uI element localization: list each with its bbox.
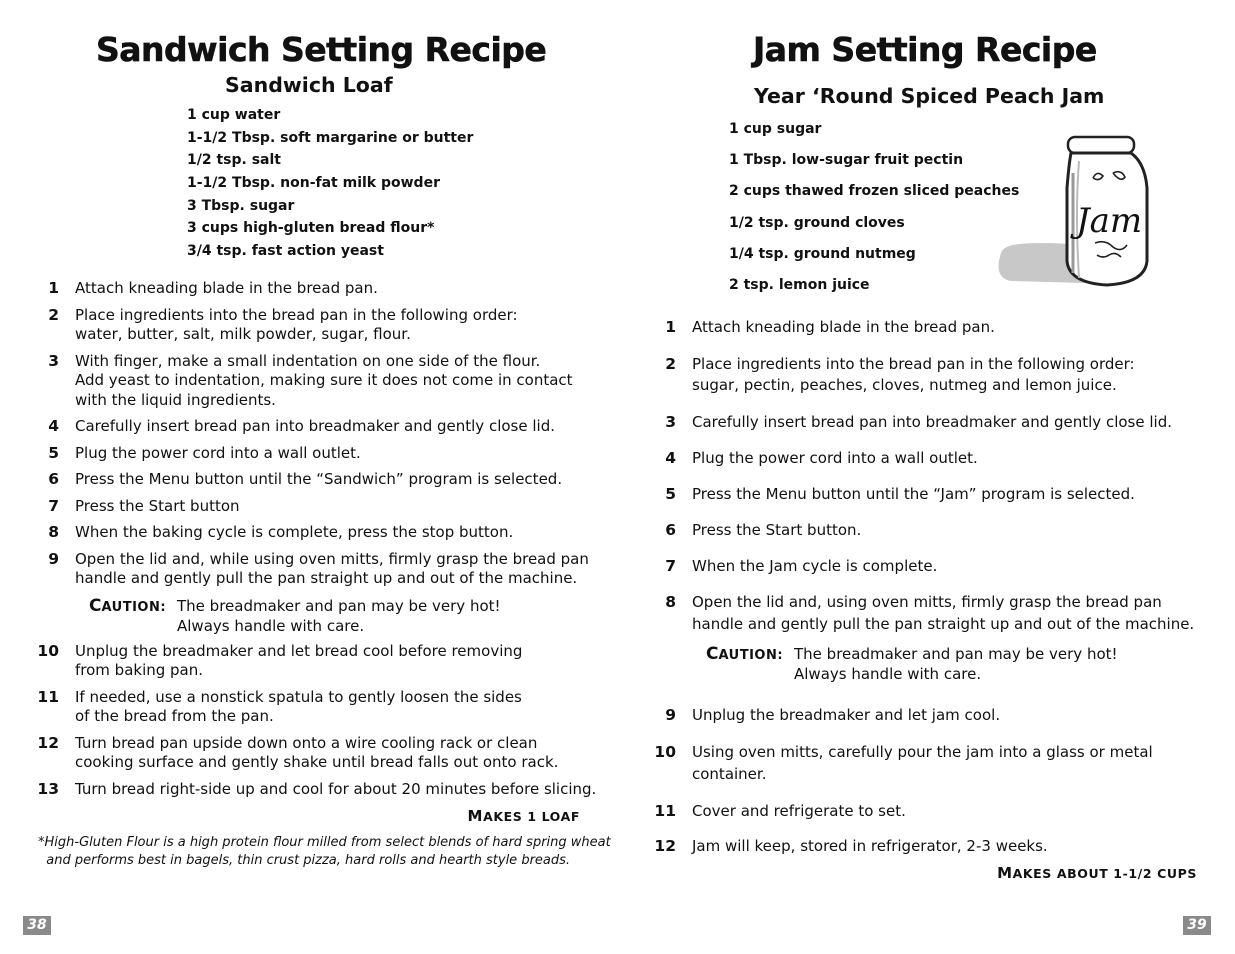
step-number: 12: [37, 733, 59, 752]
step-number: 6: [665, 520, 676, 539]
step-text: Open the lid and, using oven mitts, firmly grasp the bread pan handle and gently pull the pan straight up and out of the machine.: [692, 593, 1195, 633]
instruction-step: [35, 470, 610, 490]
step-number: 7: [665, 556, 676, 575]
step-text: Open the lid and, while using oven mitts, firmly grasp the bread pan handle and gently pull the pan straight up and out of the machine.: [75, 549, 589, 587]
step-text: Plug the power cord into a wall outlet.: [692, 448, 978, 467]
step-text: Attach kneading blade in the bread pan.: [692, 318, 995, 336]
instruction-step: [652, 592, 1232, 635]
recipe-subtitle-sandwich-loaf: Sandwich Loaf: [225, 73, 393, 97]
step-text: Attach kneading blade in the bread pan.: [75, 279, 378, 297]
instruction-step: [652, 485, 1232, 505]
left-page: [0, 0, 617, 954]
ingredient-item: 1 Tbsp. low-sugar fruit pectin: [729, 152, 964, 169]
step-number: 8: [665, 593, 676, 611]
step-text: Carefully insert bread pan into breadmaker and gently close lid.: [692, 412, 1172, 431]
step-text: Press the Start button.: [692, 520, 862, 539]
step-number: 5: [665, 484, 676, 503]
ingredient-list: [187, 107, 473, 266]
step-number: 3: [665, 412, 676, 431]
step-text: Place ingredients into the bread pan in the following order: water, butter, salt, milk powder, sugar, flour.: [75, 305, 518, 343]
recipe-subtitle-peach-jam: Year ‘Round Spiced Peach Jam: [754, 84, 1105, 108]
step-text: Turn bread pan upside down onto a wire cooling rack or clean cooking surface and gently shake until bread falls out onto rack.: [75, 733, 559, 771]
ingredient-item: 1 cup sugar: [729, 121, 822, 137]
instruction-step: [35, 497, 610, 517]
page-title-jam: Jam Setting Recipe: [753, 30, 1097, 69]
instruction-step: [35, 642, 610, 681]
instruction-step: [652, 557, 1232, 577]
step-text: When the Jam cycle is complete.: [692, 556, 938, 575]
step-text: Press the Menu button until the “Sandwich” program is selected.: [75, 470, 563, 488]
instruction-step: [652, 413, 1232, 433]
instruction-steps: [652, 318, 1232, 857]
caution-text: The breadmaker and pan may be very hot! Always handle with care.: [177, 597, 501, 635]
instruction-step: [652, 354, 1232, 396]
step-text: Jam will keep, stored in refrigerator, 2-3 weeks.: [692, 837, 1048, 855]
step-number: 7: [48, 496, 59, 515]
ingredient-item: 2 cups thawed frozen sliced peaches: [729, 183, 1020, 200]
ingredient-item: 1/4 tsp. ground nutmeg: [729, 245, 916, 262]
step-number: 9: [48, 549, 59, 568]
step-number: 2: [665, 355, 676, 373]
instruction-step: [35, 550, 610, 589]
ingredient-item: 1-1/2 Tbsp. non-fat milk powder: [187, 175, 440, 192]
step-text: Cover and refrigerate to set.: [692, 801, 906, 820]
instruction-step: [652, 837, 1232, 857]
yield-label: MAKES 1 LOAF: [467, 807, 580, 825]
step-number: 2: [48, 305, 59, 324]
instruction-step: [652, 449, 1232, 469]
caution-label: CAUTION:: [706, 644, 784, 664]
step-text: Press the Menu button until the “Jam” program is selected.: [692, 484, 1135, 503]
step-text: If needed, use a nonstick spatula to gently loosen the sides of the bread from the pan.: [75, 687, 522, 725]
step-number: 11: [654, 801, 676, 820]
step-number: 3: [48, 351, 59, 370]
step-number: 4: [48, 417, 59, 435]
step-text: Unplug the breadmaker and let bread cool before removing from baking pan.: [75, 641, 523, 679]
step-number: 1: [48, 279, 59, 297]
ingredient-item: 3/4 tsp. fast action yeast: [187, 243, 384, 260]
ingredient-item: 3 Tbsp. sugar: [187, 197, 295, 214]
jar-label: Jam: [1076, 201, 1143, 241]
page-title-sandwich: Sandwich Setting Recipe: [96, 30, 547, 69]
instruction-steps: [35, 279, 610, 806]
step-text: With finger, make a small indentation on one side of the flour. Add yeast to indentation, making sure it does not come in contact with the liquid ingredients.: [75, 351, 573, 409]
right-page: [617, 0, 1235, 954]
instruction-step: [652, 742, 1232, 785]
page-number: 39: [1183, 916, 1211, 935]
instruction-step: [35, 780, 610, 800]
step-number: 6: [48, 470, 59, 488]
step-text: Plug the power cord into a wall outlet.: [75, 443, 361, 462]
step-number: 11: [37, 687, 59, 706]
instruction-step: [35, 417, 610, 437]
instruction-step: [35, 279, 610, 299]
instruction-step: [35, 734, 610, 773]
footnote: *High-Gluten Flour is a high protein flour milled from select blends of hard spring wheat and performs best in bagels, thin crust pizza, hard rolls and hearth style breads.: [38, 835, 611, 868]
instruction-step: [35, 306, 610, 345]
step-number: 4: [665, 448, 676, 467]
yield-label: MAKES ABOUT 1-1/2 CUPS: [997, 864, 1197, 882]
instruction-step: [652, 802, 1232, 822]
ingredient-item: 1-1/2 Tbsp. soft margarine or butter: [187, 129, 474, 146]
step-number: 12: [654, 837, 676, 855]
step-number: 10: [37, 641, 59, 660]
step-text: Carefully insert bread pan into breadmaker and gently close lid.: [75, 417, 555, 435]
caution-note: [89, 597, 569, 637]
ingredient-list: [729, 121, 1019, 308]
jam-jar-illustration: [993, 133, 1163, 291]
step-text: Using oven mitts, carefully pour the jam into a glass or metal container.: [692, 743, 1153, 783]
step-text: Press the Start button: [75, 496, 240, 515]
step-text: Place ingredients into the bread pan in the following order: sugar, pectin, peaches, cloves, nutmeg and lemon juice.: [692, 355, 1135, 394]
ingredient-item: 1/2 tsp. ground cloves: [729, 214, 905, 231]
step-text: When the baking cycle is complete, press the stop button.: [75, 523, 514, 541]
ingredient-item: 3 cups high-gluten bread flour*: [187, 220, 435, 237]
caution-note: [706, 645, 1186, 685]
instruction-step: [35, 444, 610, 464]
instruction-step: [35, 688, 610, 727]
step-number: 10: [654, 743, 676, 761]
step-number: 1: [665, 318, 676, 336]
ingredient-item: 1 cup water: [187, 107, 281, 123]
instruction-step: [652, 318, 1232, 338]
instruction-step: [652, 521, 1232, 541]
instruction-step: [652, 706, 1232, 726]
ingredient-item: 1/2 tsp. salt: [187, 152, 281, 169]
page-number: 38: [23, 916, 51, 935]
step-number: 9: [665, 706, 676, 724]
step-number: 8: [48, 523, 59, 541]
instruction-step: [35, 352, 610, 411]
step-number: 5: [48, 443, 59, 462]
ingredient-item: 2 tsp. lemon juice: [729, 276, 870, 293]
caution-label: CAUTION:: [89, 596, 167, 616]
step-number: 13: [37, 779, 59, 798]
caution-text: The breadmaker and pan may be very hot! Always handle with care.: [794, 645, 1118, 683]
step-text: Unplug the breadmaker and let jam cool.: [692, 706, 1001, 724]
instruction-step: [35, 523, 610, 543]
step-text: Turn bread right-side up and cool for about 20 minutes before slicing.: [75, 779, 597, 798]
